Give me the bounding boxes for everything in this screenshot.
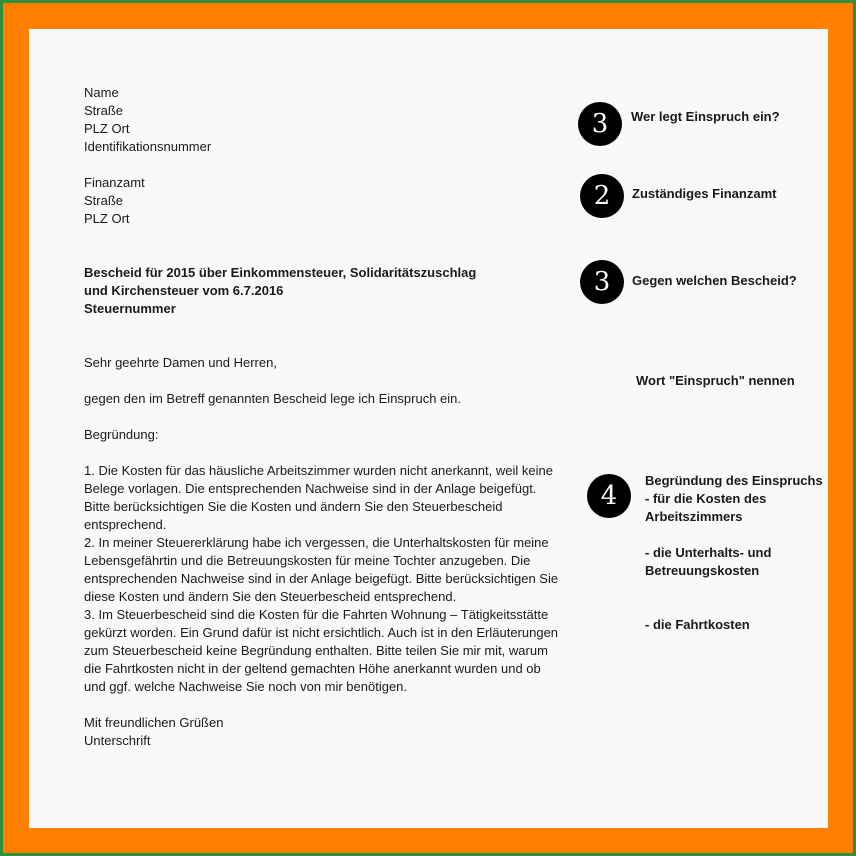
reason-1: 1. Die Kosten für das häusliche Arbeitszimmer wurden nicht anerkannt, weil keine Belege vorlagen. Die entsprechenden Nachweise sind in der Anlage beigefügt. Bitte berücksichtigen Sie die Kosten und ändern Sie den Steuerbescheid entsprechend. xyxy=(84,463,553,532)
number-badge-3b: 3 xyxy=(580,260,624,304)
note-begruendung-l3: Arbeitszimmers xyxy=(645,509,743,524)
note-bescheid: Gegen welchen Bescheid? xyxy=(632,273,797,288)
recipient-city: PLZ Ort xyxy=(84,211,130,226)
subject-line-2: und Kirchensteuer vom 6.7.2016 xyxy=(84,283,284,298)
note-finanzamt: Zuständiges Finanzamt xyxy=(632,186,777,201)
note-wer-legt: Wer legt Einspruch ein? xyxy=(631,109,780,124)
note-begruendung-l2: - für die Kosten des xyxy=(645,491,767,506)
letter-body xyxy=(84,84,574,750)
signature: Unterschrift xyxy=(84,733,151,748)
number-badge-3: 3 xyxy=(578,102,622,146)
note-begruendung-l4: - die Unterhalts- und xyxy=(645,545,772,560)
note-begruendung-l5: Betreuungskosten xyxy=(645,563,760,578)
intro-text: gegen den im Betreff genannten Bescheid lege ich Einspruch ein. xyxy=(84,391,462,406)
sender-id: Identifikationsnummer xyxy=(84,139,212,154)
sender-city: PLZ Ort xyxy=(84,121,130,136)
note-einspruch-wort: Wort "Einspruch" nennen xyxy=(636,373,795,388)
note-begruendung-l6: - die Fahrtkosten xyxy=(645,617,750,632)
subject-line-3: Steuernummer xyxy=(84,301,176,316)
number-badge-4: 4 xyxy=(587,474,631,518)
reason-3: 3. Im Steuerbescheid sind die Kosten für die Fahrten Wohnung – Tätigkeitsstätte gekürzt worden. Ein Grund dafür ist nicht ersichtlich. Auch ist in den Erläuterungen zum Steuerbescheid keine Begründung enthalten. Bitte teilen Sie mir mit, warum die Fahrtkosten nicht in der geltend gemachten Höhe anerkannt wurden und ob und ggf. welche Nachweise Sie noch von mir benötigen. xyxy=(84,607,559,694)
reason-heading: Begründung: xyxy=(84,427,159,442)
note-begruendung-l1: Begründung des Einspruchs xyxy=(645,473,823,488)
recipient-office: Finanzamt xyxy=(84,175,145,190)
note-begruendung xyxy=(645,472,823,634)
sender-street: Straße xyxy=(84,103,124,118)
salutation: Sehr geehrte Damen und Herren, xyxy=(84,355,277,370)
sender-name: Name xyxy=(84,85,119,100)
subject-line-1: Bescheid für 2015 über Einkommensteuer, Solidaritätszuschlag xyxy=(84,265,477,280)
reason-2: 2. In meiner Steuererklärung habe ich vergessen, die Unterhaltskosten für meine Lebensgefährtin und die Betreuungskosten für meine Tochter anzugeben. Die entsprechenden Nachweise sind in der Anlage beigefügt. Bitte berücksichtigen Sie diese Kosten und ändern Sie den Steuerbescheid entsprechend. xyxy=(84,535,559,604)
recipient-street: Straße xyxy=(84,193,124,208)
number-badge-2: 2 xyxy=(580,174,624,218)
closing: Mit freundlichen Grüßen xyxy=(84,715,224,730)
